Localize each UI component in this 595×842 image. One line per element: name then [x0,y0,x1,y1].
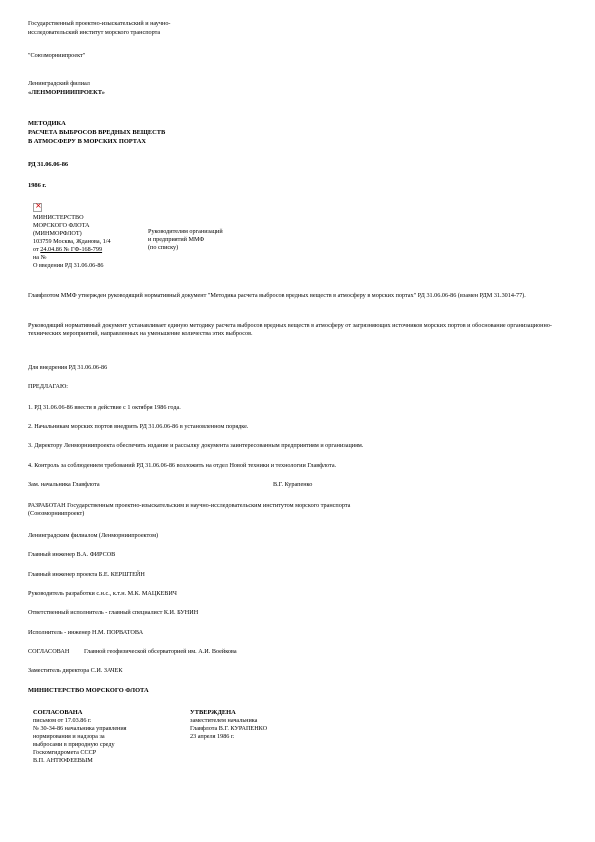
approval-ministry: МИНИСТЕРСТВО МОРСКОГО ФЛОТА [28,687,149,694]
title-line-3: В АТМОСФЕРУ В МОРСКИХ ПОРТАХ [28,138,146,145]
approval-left-line-5: Госкомгидромета СССР [33,749,97,756]
letter-ministry-2: МОРСКОГО ФЛОТА [33,222,90,229]
approval-right-title: УТВЕРЖДЕНА [190,709,236,716]
addressee-line-3: (по списку) [148,244,179,251]
list-item-3: 3. Директору Ленморниипроекта обеспечить издание и рассылку документа заинтересованным предприятиям и организациям. [28,442,364,449]
letter-ministry-3: (МИНМОРФЛОТ) [33,230,82,237]
paragraph-1: Главфлотом ММФ утвержден руководящий нормативный документ "Методика расчета выбросов вредных веществ в атмосферу в морских портах" РД 31.06.06-86 (взамен РДМ 31.3014-77). [28,292,526,299]
doc-code: РД 31.06.06-86 [28,161,69,168]
credits-head-dev: Руководитель разработки с.н.с., к.т.н. М.К. МАЦКЕВИЧ [28,590,177,597]
approval-right-line-2: Главфлота В.Г. КУРАПЕНКО [190,725,268,732]
branch-line-2: «ЛЕНМОРНИИПРОЕКТ» [28,89,106,96]
approval-left-line-3: нормирования и надзора за [33,733,105,740]
approval-left-line-4: выбросами в природную среду [33,741,115,748]
letter-date [33,246,102,254]
letter-address: 103759 Москва, Жданова, 1/4 [33,238,111,245]
institute-line-1: Государственный проектно-изыскательский и научно- [28,20,171,27]
list-item-4: 4. Контроль за соблюдением требований РД 31.06.06-86 возложить на отдел Новой техники и технологии Главфлота. [28,462,337,469]
letter-on-no: на № [33,254,47,261]
title-line-1: МЕТОДИКА [28,120,66,127]
list-item-1: 1. РД 31.06.06-86 ввести в действие с 1 октября 1986 года. [28,404,181,411]
institute-line-2: исследовательский институт морского транспорта [28,29,161,36]
credits-branch: Ленинградским филиалом (Ленморниипроектом) [28,532,159,539]
doc-year: 1986 г. [28,182,47,189]
approval-left-title: СОГЛАСОВАНА [33,709,83,716]
org-short-name: "Союзморниипроект" [28,52,86,59]
letter-date-prefix: от [33,246,41,253]
title-line-2: РАСЧЕТА ВЫБРОСОВ ВРЕДНЫХ ВЕЩЕСТВ [28,129,166,136]
approval-right-line-3: 23 апреля 1986 г. [190,733,235,740]
addressee-line-1: Руководителям организаций [148,228,223,235]
approval-left-line-2: № 30-34-86 начальника управления [33,725,127,732]
agreed-with: Главной геофизической обсерваторией им. А.И. Воейкова [84,648,237,655]
letter-subject: О введении РД 31.06.06-86 [33,262,104,269]
approval-right-line-1: заместителем начальника [190,717,258,724]
branch-line-1: Ленинградский филиал [28,80,90,87]
broken-image-icon [33,203,42,212]
list-item-2: 2. Начальникам морских портов внедрить РД 31.06.06-86 в установленном порядке. [28,423,249,430]
addressee-line-2: и предприятий ММФ [148,236,205,243]
credits-engineer: Исполнитель - инженер Н.М. ПОРВАТОВА [28,629,144,636]
paragraph-3: Для внедрения РД 31.06.06-86 [28,364,108,371]
paragraph-propose: ПРЕДЛАГАЮ: [28,383,69,390]
signer-name: В.Г. Курапенко [273,481,313,488]
credits-chief-project-engineer: Главный инженер проекта Б.Е. КЕРШТЕЙН [28,571,145,578]
approval-left-line-6: В.П. АНТЮФЕЕВЫМ [33,757,93,764]
credits-chief-engineer: Главный инженер В.А. ФИРСОВ [28,551,116,558]
developed-line-2: (Союзморниипроект) [28,510,85,517]
approval-left-line-1: письмом от 17.03.86 г. [33,717,92,724]
credits-executor: Ответственный исполнитель - главный специалист К.И. БУНИН [28,609,199,616]
developed-line-1: РАЗРАБОТАН Государственным проектно-изыскательским и научно-исследовательским институтом морского транспорта [28,502,351,509]
agreed-label: СОГЛАСОВАН [28,648,70,655]
signer-title: Зам. начальника Главфлота [28,481,100,488]
letter-date-ref: 24.04.86 № ГФ-168-799 [40,246,103,253]
deputy-director: Заместитель директора С.И. ЗАЧЕК [28,667,123,674]
letter-ministry-1: МИНИСТЕРСТВО [33,214,84,221]
paragraph-2: Руководящий нормативный документ устанавливает единую методику расчета выбросов вредных веществ в атмосферу от загрязняющих источников морских портов и обоснование организационно-технических мероприятий, направленных на уменьшение количества этих выбросов. [28,322,552,337]
